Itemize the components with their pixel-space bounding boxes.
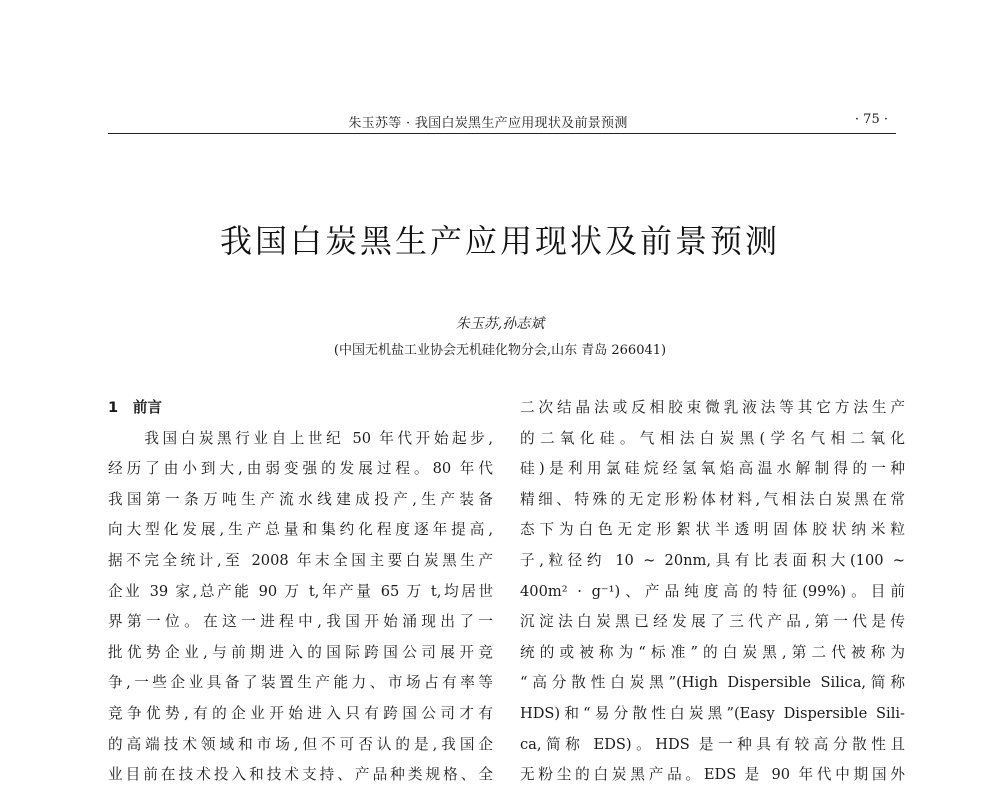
left-line: 经历了由小到大,由弱变强的发展过程。80 年代 xyxy=(108,460,493,478)
right-line: HDS)和“易分散性白炭黑”(Easy Dispersible Sili- xyxy=(520,704,905,722)
left-column xyxy=(108,393,493,791)
right-line: “高分散性白炭黑”(High Dispersible Silica,简称 xyxy=(520,674,905,692)
page-number: · 75 · xyxy=(854,112,888,127)
left-line: 企业 39 家,总产能 90 万 t,年产量 65 万 t,均居世 xyxy=(108,582,493,600)
right-line: 硅)是利用氯硅烷经氢氧焰高温水解制得的一种 xyxy=(520,460,905,478)
running-header-title: 朱玉苏等 · 我国白炭黑生产应用现状及前景预测 xyxy=(348,116,628,131)
right-line: 子,粒径约 10 ~ 20nm,具有比表面积大(100 ~ xyxy=(520,551,905,569)
left-line: 据不完全统计,至 2008 年末全国主要白炭黑生产 xyxy=(108,551,493,569)
right-line: 二次结晶法或反相胶束微乳液法等其它方法生产 xyxy=(520,399,905,416)
left-line: 批优势企业,与前期进入的国际跨国公司展开竞 xyxy=(108,643,493,661)
right-line: 无粉尘的白炭黑产品。EDS 是 90 年代中期国外 xyxy=(520,766,905,784)
right-line: 沉淀法白炭黑已经发展了三代产品,第一代是传 xyxy=(520,613,905,631)
left-line: 的高端技术领域和市场,但不可否认的是,我国企 xyxy=(108,735,493,753)
authors: 朱玉苏,孙志斌 xyxy=(455,316,545,332)
section-heading-introduction: 1 前言 xyxy=(108,399,162,416)
left-line: 向大型化发展,生产总量和集约化程度逐年提高, xyxy=(108,521,493,539)
left-line: 我国第一条万吨生产流水线建成投产,生产装备 xyxy=(108,490,493,508)
paper-title: 我国白炭黑生产应用现状及前景预测 xyxy=(219,222,780,260)
right-line: 的二氧化硅。气相法白炭黑(学名气相二氧化 xyxy=(520,429,905,447)
running-header xyxy=(108,108,896,130)
right-line: 精细、特殊的无定形粉体材料,气相法白炭黑在常 xyxy=(520,490,905,508)
right-line: 统的或被称为“标准”的白炭黑,第二代被称为 xyxy=(520,643,905,661)
right-column xyxy=(520,393,905,791)
left-line: 界第一位。在这一进程中,我国开始涌现出了一 xyxy=(108,613,493,631)
affiliation: (中国无机盐工业协会无机硅化物分会,山东 青岛 266041) xyxy=(333,343,667,358)
right-line: ca,简称 EDS)。HDS 是一种具有较高分散性且 xyxy=(520,735,905,753)
right-line: 400m² · g⁻¹)、产品纯度高的特征(99%)。目前 xyxy=(520,582,905,600)
header-rule xyxy=(108,133,896,134)
left-line: 业目前在技术投入和技术支持、产品种类规格、全 xyxy=(108,766,493,784)
right-line: 态下为白色无定形絮状半透明固体胶状纳米粒 xyxy=(520,521,905,539)
left-line: 竞争优势,有的企业开始进入只有跨国公司才有 xyxy=(108,704,493,722)
left-line: 争,一些企业具备了装置生产能力、市场占有率等 xyxy=(108,674,493,692)
left-line: 我国白炭黑行业自上世纪 50 年代开始起步, xyxy=(108,429,493,447)
